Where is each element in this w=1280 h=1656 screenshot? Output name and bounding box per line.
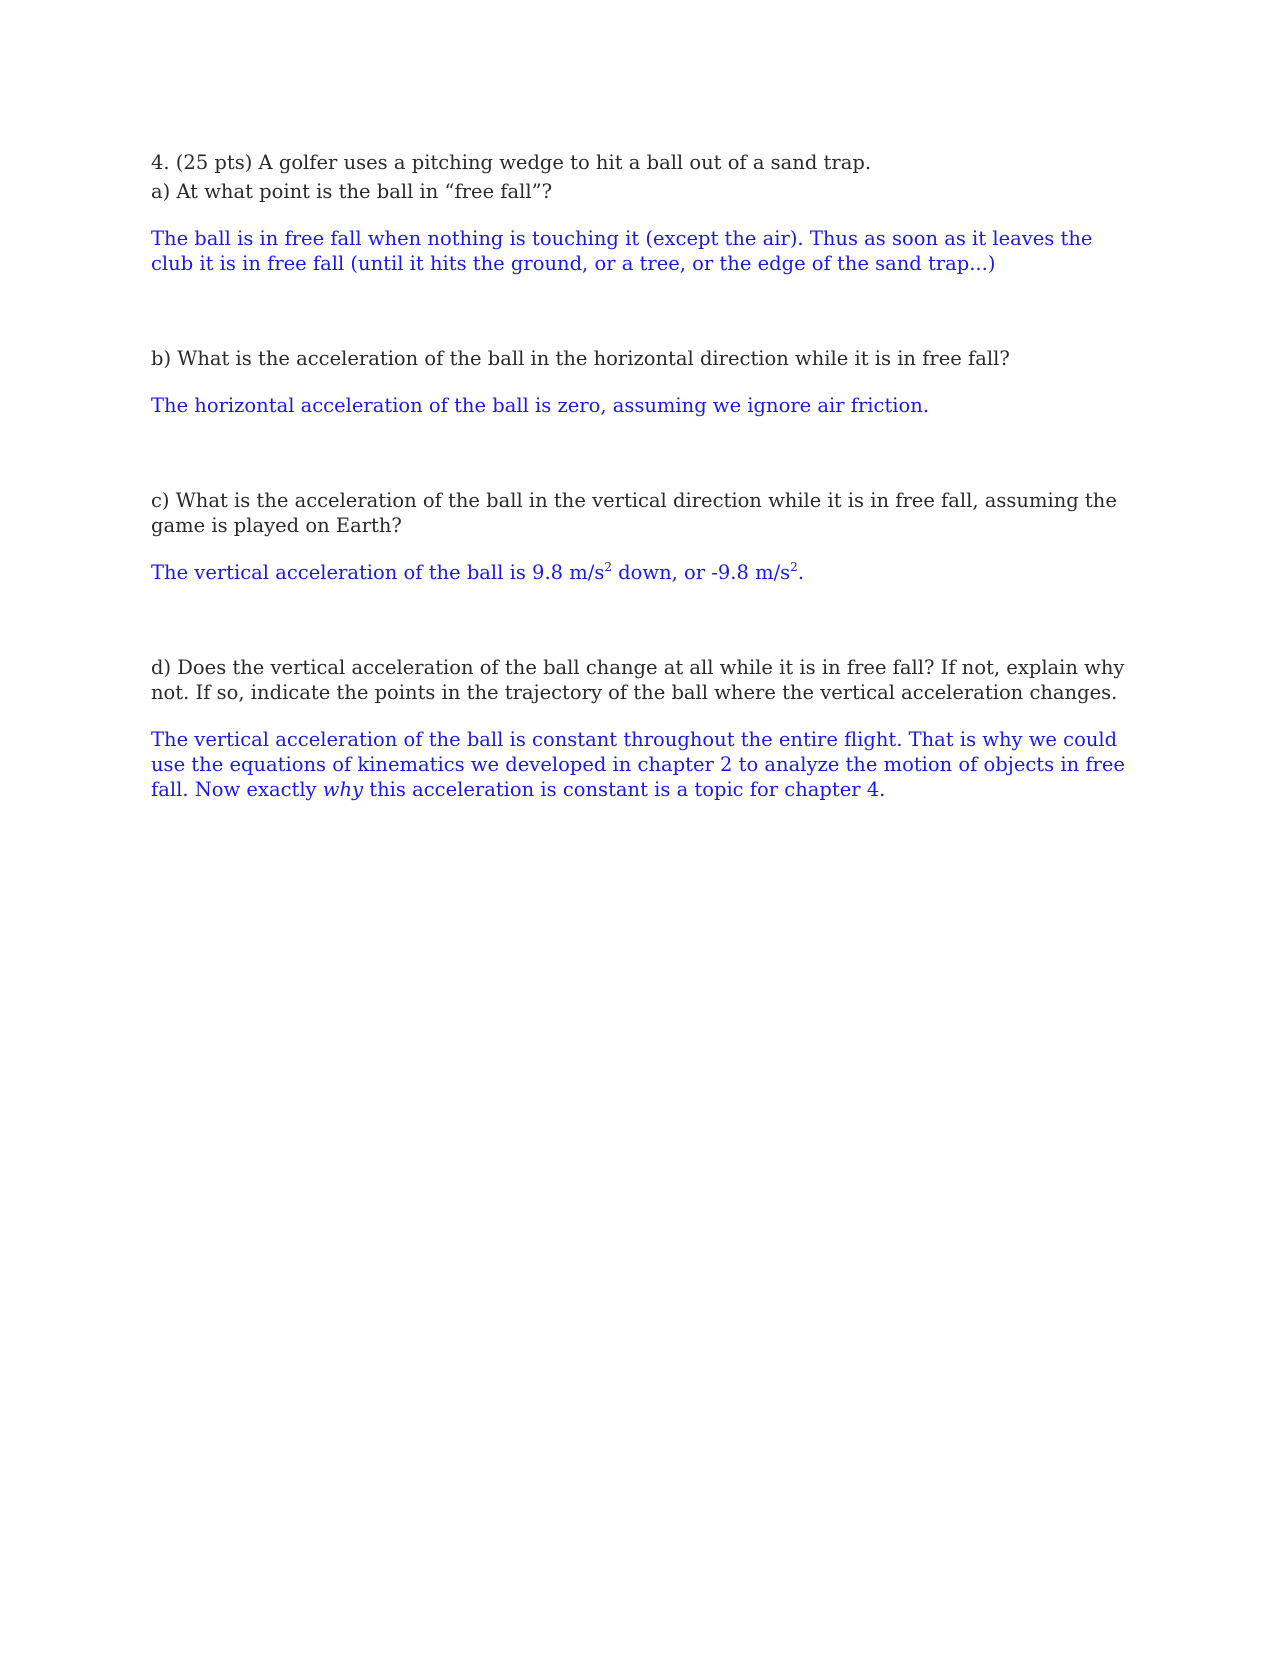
answer-c-text-3: . (797, 561, 805, 584)
problem-page (151, 150, 1136, 802)
answer-d-text-1: The vertical acceleration of the ball is constant throughout the entire flight. That is why we could use the equations of kinematics we developed in chapter 2 to analyze the motion of objects in free fall. Now exactly (151, 728, 1125, 801)
answer-c (151, 560, 1136, 585)
answer-a: The ball is in free fall when nothing is touching it (except the air). Thus as soon as it leaves the club it is in free fall (until it hits the ground, or a tree, or the edge of the sand trap...) (151, 227, 1093, 275)
question-a: a) At what point is the ball in “free fall”? (151, 180, 553, 203)
answer-d-italic-word: why (322, 778, 364, 801)
question-c: c) What is the acceleration of the ball in the vertical direction while it is in free fall, assuming the game is played on Earth? (151, 489, 1117, 537)
answer-b: The horizontal acceleration of the ball is zero, assuming we ignore air friction. (151, 394, 930, 417)
question-d: d) Does the vertical acceleration of the ball change at all while it is in free fall? If not, explain why not. If so, indicate the points in the trajectory of the ball where the vertical acceleration changes. (151, 656, 1125, 704)
answer-c-superscript-1: 2 (604, 560, 612, 574)
question-b: b) What is the acceleration of the ball in the horizontal direction while it is in free fall? (151, 347, 1010, 370)
answer-c-superscript-2: 2 (790, 560, 798, 574)
answer-c-text-1: The vertical acceleration of the ball is 9.8 m/s (151, 561, 605, 584)
problem-header: 4. (25 pts) A golfer uses a pitching wedge to hit a ball out of a sand trap. (151, 151, 872, 174)
answer-d (151, 727, 1136, 802)
answer-d-text-2: this acceleration is constant is a topic for chapter 4. (363, 778, 886, 801)
answer-c-text-2: down, or -9.8 m/s (611, 561, 791, 584)
